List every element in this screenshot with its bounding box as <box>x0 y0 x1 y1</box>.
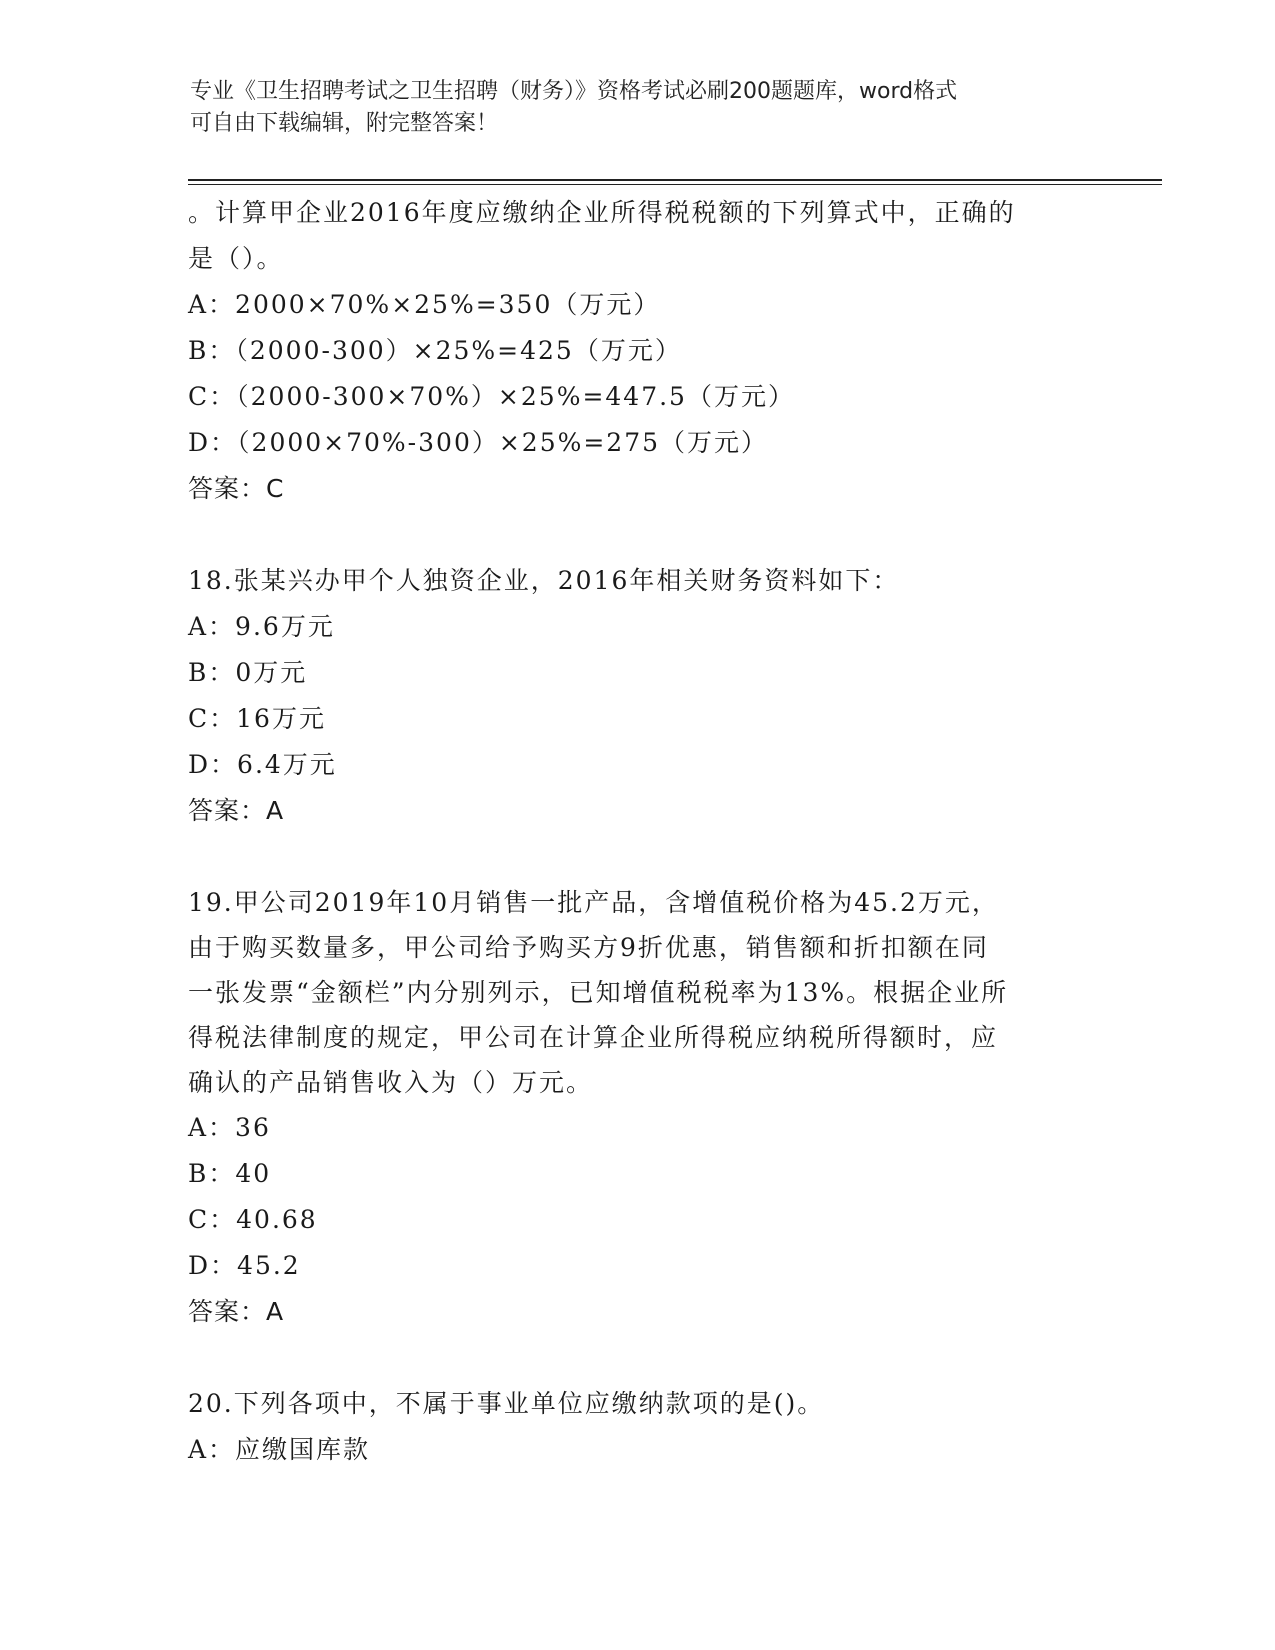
option-d: D：45.2 <box>188 1251 301 1280</box>
document-header <box>190 76 1090 140</box>
option-d: D：（2000×70%-300）×25%=275（万元） <box>188 428 769 457</box>
option-a: A：9.6万元 <box>188 612 335 641</box>
question-text: 。计算甲企业2016年度应缴纳企业所得税税额的下列算式中，正确的 <box>188 198 1016 227</box>
question-text: 是（）。 <box>188 244 284 273</box>
option-a: A：应缴国库款 <box>188 1435 371 1464</box>
option-b: B：（2000-300）×25%=425（万元） <box>188 336 682 365</box>
answer: 答案：A <box>188 796 285 825</box>
option-d: D：6.4万元 <box>188 750 337 779</box>
question-text: 一张发票“金额栏”内分别列示，已知增值税税率为13%。根据企业所 <box>188 978 1009 1007</box>
option-a: A：36 <box>188 1113 271 1142</box>
spacer <box>188 834 1088 880</box>
header-divider-thin <box>188 184 1162 185</box>
document-body <box>188 190 1088 1473</box>
spacer <box>188 1335 1088 1381</box>
spacer <box>188 512 1088 558</box>
question-18 <box>188 558 1088 834</box>
question-19 <box>188 880 1088 1335</box>
option-c: C：40.68 <box>188 1205 318 1234</box>
answer: 答案：C <box>188 474 285 503</box>
question-text: 得税法律制度的规定，甲公司在计算企业所得税应纳税所得额时，应 <box>188 1023 999 1052</box>
header-line-2: 可自由下载编辑，附完整答案！ <box>190 111 499 136</box>
question-text: 19.甲公司2019年10月销售一批产品，含增值税价格为45.2万元， <box>188 888 999 917</box>
question-text: 确认的产品销售收入为（）万元。 <box>188 1068 594 1097</box>
option-c: C：16万元 <box>188 704 326 733</box>
option-a: A：2000×70%×25%=350（万元） <box>188 290 661 319</box>
option-c: C：（2000-300×70%）×25%=447.5（万元） <box>188 382 795 411</box>
option-b: B：40 <box>188 1159 272 1188</box>
header-divider-thick <box>188 179 1162 181</box>
question-17 <box>188 190 1088 512</box>
question-text: 18.张某兴办甲个人独资企业，2016年相关财务资料如下： <box>188 566 900 595</box>
header-line-1: 专业《卫生招聘考试之卫生招聘（财务）》资格考试必刷200题题库，word格式 <box>190 79 958 104</box>
question-20 <box>188 1381 1088 1473</box>
question-text: 由于购买数量多，甲公司给予购买方9折优惠，销售额和折扣额在同 <box>188 933 989 962</box>
question-text: 20.下列各项中，不属于事业单位应缴纳款项的是()。 <box>188 1389 825 1418</box>
option-b: B：0万元 <box>188 658 308 687</box>
answer: 答案：A <box>188 1297 285 1326</box>
